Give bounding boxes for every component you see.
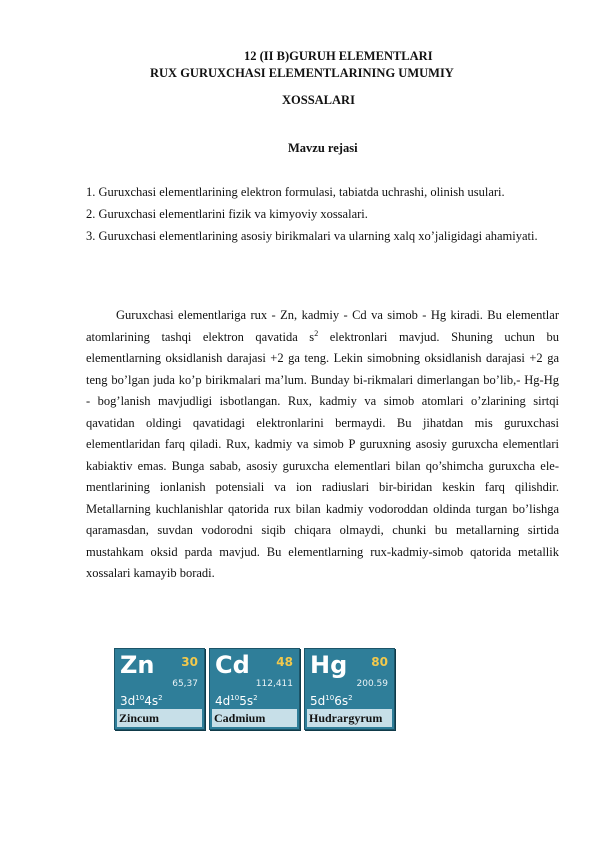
cfg-orbital: 3d bbox=[120, 694, 136, 708]
paragraph-part: elektronlari mavjud. Shuning uchun bu elementlarning oksidlanish darajasi +2 ga teng. Lekin simobning oksidlanish darajasi +2 ga teng bo’lgan juda ko’p birikmalari ma’lum. Bunday bi-rikmalari dimerlangan bo’lib,- Hg-Hg - bog’lanish mavjudligi isbotlangan. Rux, kadmiy va simob atomlari o’zlarining sirtqi qavatidan oldingi qavatidagi elektronlarini bermaydi. Bu jihatdan mis guruxchasi elementlaridan farq qiladi. Rux, kadmiy va simob P guruxning asosiy guruxcha elementlari kabiaktiv emas. Bunga sabab, asosiy guruxcha elementlari bilan qo’shimcha guruxcha ele-mentlarining ionlanish potensiali va ion radiuslari bir-biridan keskin farq qilishdir. Metallarning kuchlanishlar qatorida rux bilan kadmiy vodoroddan oldinda turgan bo’lishga qaramasdan, suvdan vodorodni siqib chiqara olmaydi, chunki bu metallarning sirtida mustahkam oksid parda mavjud. Bu elementlarning rux-kadmiy-simob qatorida metallik xossalari kamayib boradi. bbox=[86, 329, 559, 580]
paragraph-part: Guruxchasi elementlariga rux - Zn, kadmiy - Cd va simob - Hg kiradi. Bu elementlar atomlarining tashqi elektron qavatida s bbox=[86, 308, 559, 344]
atomic-mass: 65,37 bbox=[172, 679, 198, 689]
plan-item: 1. Guruxchasi elementlarining elektron formulasi, tabiatda uchrashi, olinish usulari. bbox=[86, 185, 505, 199]
cfg-orbital: 5d bbox=[310, 694, 326, 708]
superscript: 2 bbox=[314, 328, 319, 338]
element-tiles bbox=[114, 648, 395, 730]
body-paragraph bbox=[86, 305, 559, 585]
element-name: Cadmium bbox=[214, 711, 266, 725]
atomic-mass: 200.59 bbox=[356, 679, 388, 689]
element-tile-zn bbox=[114, 648, 205, 730]
plan-item: 2. Guruxchasi elementlarini fizik va kimyoviy xossalari. bbox=[86, 207, 368, 221]
element-tile-cd bbox=[209, 648, 300, 730]
element-name: Zincum bbox=[119, 711, 160, 725]
electron-configuration bbox=[215, 694, 258, 708]
heading-line-3: XOSSALARI bbox=[282, 93, 355, 107]
element-symbol: Hg bbox=[310, 651, 348, 679]
atomic-number: 30 bbox=[181, 655, 198, 669]
plan-list bbox=[86, 181, 559, 247]
cfg-orbital: 5s bbox=[239, 694, 254, 708]
cfg-orbital: 4d bbox=[215, 694, 231, 708]
plan-title: Mavzu rejasi bbox=[288, 141, 358, 155]
electron-configuration bbox=[120, 694, 163, 708]
element-symbol: Zn bbox=[120, 651, 155, 679]
cfg-orbital: 6s bbox=[334, 694, 349, 708]
atomic-number: 48 bbox=[276, 655, 293, 669]
cfg-count: 2 bbox=[158, 694, 163, 702]
element-name: Hudrargyrum bbox=[309, 711, 383, 725]
cfg-count: 2 bbox=[253, 694, 258, 702]
heading-line-1: 12 (II B)GURUH ELEMENTLARI bbox=[244, 49, 433, 63]
element-tile-hg bbox=[304, 648, 395, 730]
element-symbol: Cd bbox=[215, 651, 250, 679]
atomic-mass: 112,411 bbox=[255, 679, 293, 689]
cfg-orbital: 4s bbox=[144, 694, 159, 708]
atomic-number: 80 bbox=[371, 655, 388, 669]
cfg-count: 10 bbox=[230, 694, 240, 702]
cfg-count: 10 bbox=[135, 694, 145, 702]
plan-item: 3. Guruxchasi elementlarining asosiy birikmalari va ularning xalq xo’jaligidagi ahamiyati. bbox=[86, 229, 538, 243]
cfg-count: 10 bbox=[325, 694, 335, 702]
heading-line-2: RUX GURUXCHASI ELEMENTLARINING UMUMIY bbox=[150, 66, 454, 80]
electron-configuration bbox=[310, 694, 353, 708]
cfg-count: 2 bbox=[348, 694, 353, 702]
